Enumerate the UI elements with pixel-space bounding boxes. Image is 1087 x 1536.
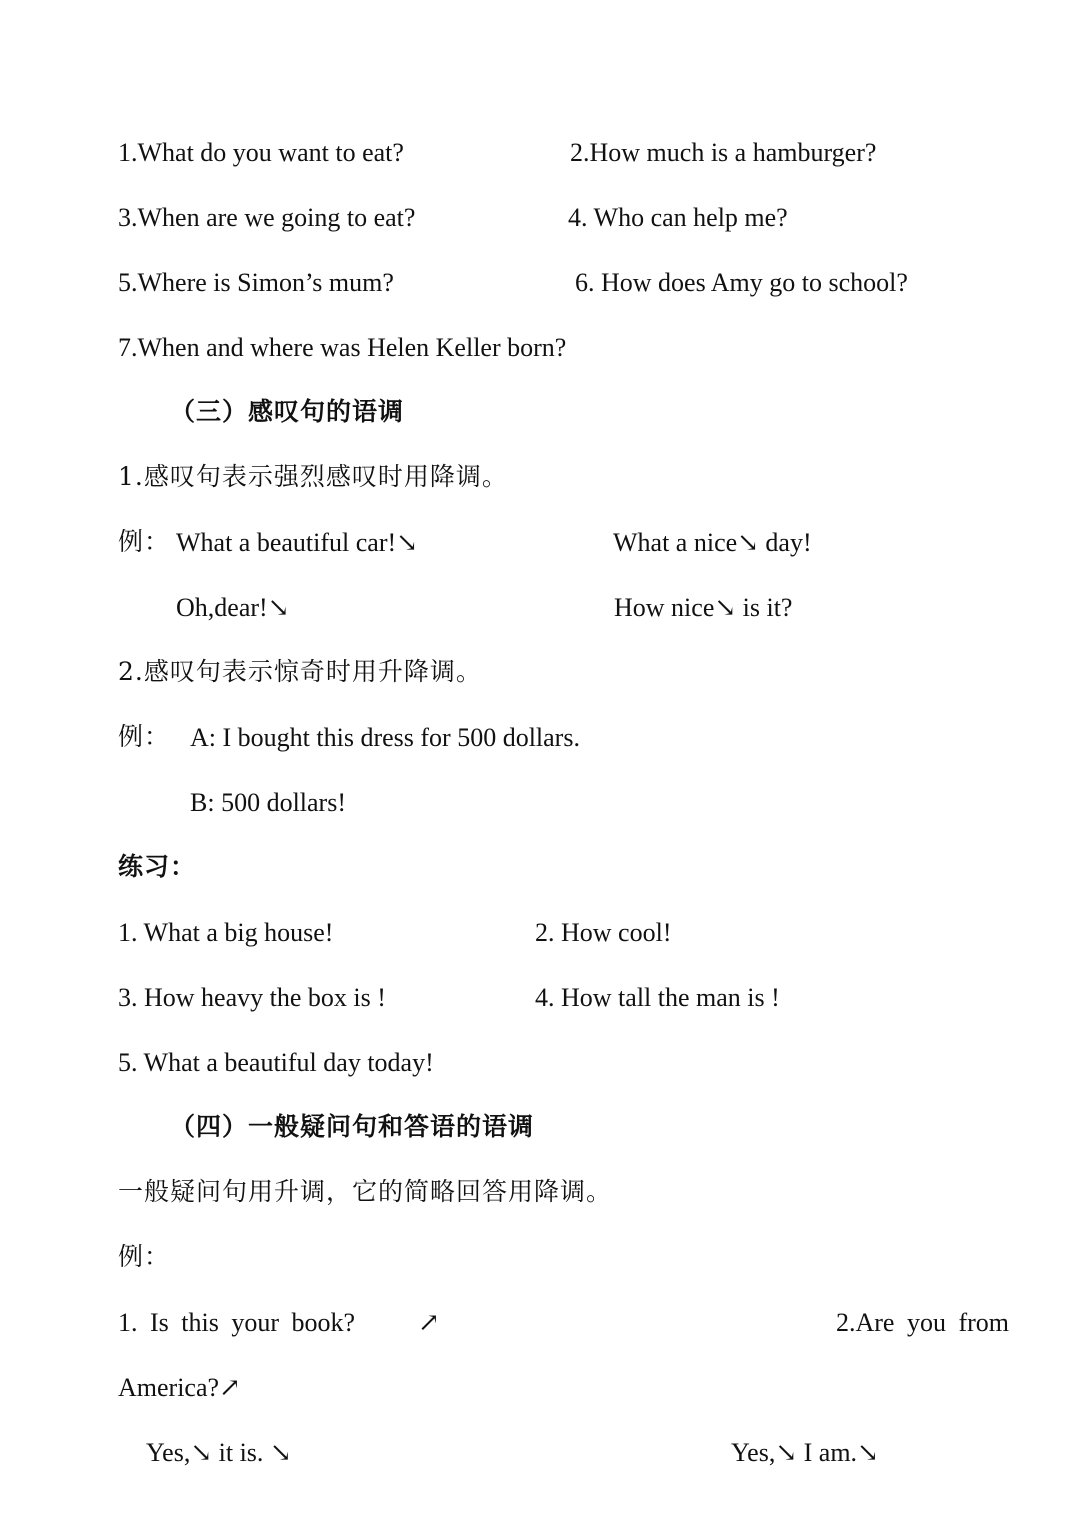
question-7: 7.When and where was Helen Keller born? — [118, 333, 567, 362]
section4-example-1-question: 1. Is this your book? — [118, 1308, 356, 1337]
example-1: What a beautiful car!↘ — [176, 528, 418, 557]
rising-arrow: ↗ — [418, 1308, 440, 1337]
example-4: How nice↘ is it? — [614, 593, 793, 622]
section4-example-1-answer: Yes,↘ it is. ↘ — [146, 1438, 292, 1467]
section4-example-2-question-part2: America?↗ — [118, 1373, 241, 1402]
dialog-a: A: I bought this dress for 500 dollars. — [190, 723, 580, 752]
example-label-2: 例： — [118, 722, 171, 751]
practice-4: 4. How tall the man is ! — [535, 983, 780, 1012]
question-4: 4. Who can help me? — [568, 203, 788, 232]
question-2: 2.How much is a hamburger? — [570, 138, 877, 167]
practice-2: 2. How cool! — [535, 918, 672, 947]
example-3: Oh,dear!↘ — [176, 593, 290, 622]
section4-example-2-answer: Yes,↘ I am.↘ — [731, 1438, 879, 1467]
example-2: What a nice↘ day! — [613, 528, 812, 557]
dialog-b: B: 500 dollars! — [190, 788, 346, 817]
practice-3: 3. How heavy the box is ! — [118, 983, 386, 1012]
question-5: 5.Where is Simon’s mum? — [118, 268, 394, 297]
practice-5: 5. What a beautiful day today! — [118, 1048, 434, 1077]
section3-heading: （三）感叹句的语调 — [170, 397, 405, 426]
section4-heading: （四）一般疑问句和答语的语调 — [170, 1112, 535, 1141]
example-label: 例： — [118, 527, 171, 556]
section4-example-2-question-part1: 2.Are you from — [836, 1308, 1010, 1337]
section3-rule-2: 2.感叹句表示惊奇时用升降调。 — [118, 657, 482, 686]
practice-label: 练习： — [118, 852, 197, 881]
section4-example-label: 例： — [118, 1242, 171, 1271]
section4-rule: 一般疑问句用升调，它的简略回答用降调。 — [118, 1177, 613, 1206]
question-3: 3.When are we going to eat? — [118, 203, 416, 232]
question-6: 6. How does Amy go to school? — [575, 268, 908, 297]
practice-1: 1. What a big house! — [118, 918, 334, 947]
question-1: 1.What do you want to eat? — [118, 138, 404, 167]
section3-rule-1: 1.感叹句表示强烈感叹时用降调。 — [118, 462, 508, 491]
